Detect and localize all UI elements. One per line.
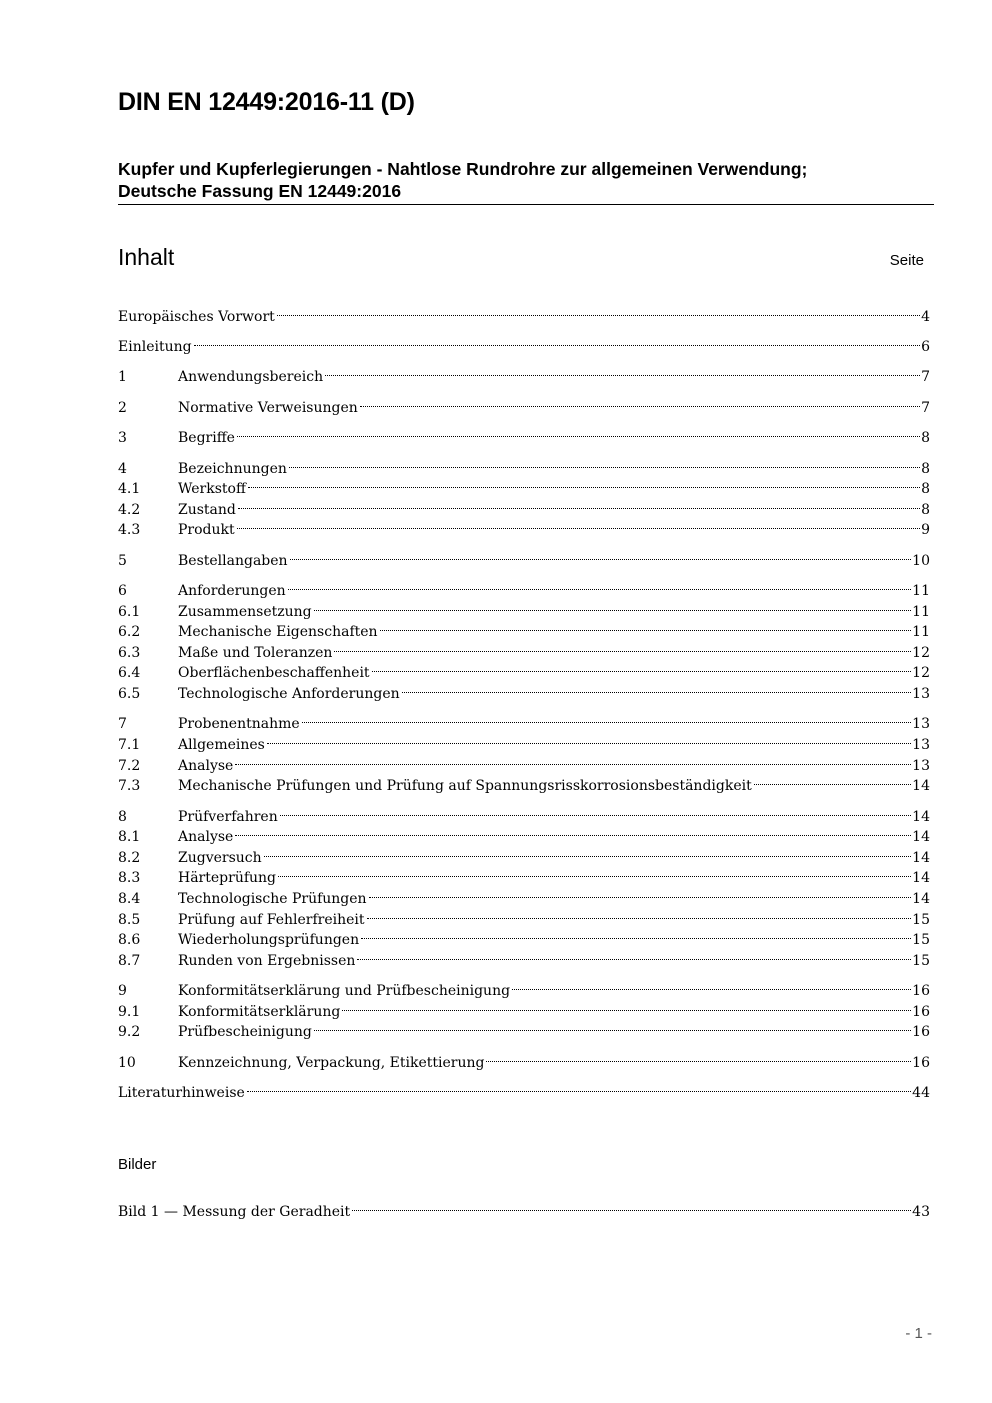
toc-entry-page: 13 xyxy=(912,737,930,754)
toc-dot-leader xyxy=(754,770,911,791)
toc-entry-title: Prüfverfahren xyxy=(178,808,278,825)
toc-entry-title: Werkstoff xyxy=(178,481,246,498)
toc-dot-leader xyxy=(248,473,920,494)
toc-entry-number: 6.1 xyxy=(118,603,141,620)
toc-entry-page: 16 xyxy=(912,1003,930,1020)
toc-dot-leader xyxy=(277,300,920,321)
toc-entry-number: 8.1 xyxy=(118,829,141,846)
toc-entry-number: 8.4 xyxy=(118,891,141,908)
toc-entry-title: Einleitung xyxy=(118,338,192,355)
toc-entry-title: Zugversuch xyxy=(178,849,262,866)
toc-dot-leader xyxy=(247,1077,911,1098)
toc-entry-page: 9 xyxy=(921,522,930,539)
toc-entry-number: 10 xyxy=(118,1054,136,1071)
toc-dot-leader xyxy=(302,708,911,729)
toc-entry-page: 14 xyxy=(912,849,930,866)
toc-entry[interactable] xyxy=(118,708,930,733)
toc-entry-title: Wiederholungsprüfungen xyxy=(178,932,360,949)
toc-dot-leader xyxy=(512,975,911,996)
toc-entry-title: Bestellangaben xyxy=(178,552,288,569)
toc-dot-leader xyxy=(238,493,920,514)
toc-entry-number: 9.1 xyxy=(118,1003,141,1020)
toc-dot-leader xyxy=(280,800,911,821)
toc-entry[interactable] xyxy=(118,770,930,795)
toc-entry-title: Konformitätserklärung und Prüfbescheinigung xyxy=(178,983,511,1000)
toc-entry[interactable] xyxy=(118,493,930,518)
toc-entry-number: 6.2 xyxy=(118,624,141,641)
toc-dot-leader xyxy=(369,882,912,903)
toc-entry-page: 4 xyxy=(921,308,930,325)
toc-entry-page: 13 xyxy=(912,716,930,733)
toc-dot-leader xyxy=(360,391,920,412)
toc-entry-number: 7.1 xyxy=(118,737,141,754)
toc-entry-page: 15 xyxy=(912,952,930,969)
toc-entry-number: 8.5 xyxy=(118,911,141,928)
toc-entry-title: Runden von Ergebnissen xyxy=(178,952,356,969)
toc-entry[interactable] xyxy=(118,575,930,600)
toc-entry-number: 1 xyxy=(118,369,127,386)
toc-entry-number: 9.2 xyxy=(118,1024,141,1041)
toc-entry-number: 8.3 xyxy=(118,870,141,887)
toc-entry-page: 14 xyxy=(912,808,930,825)
toc-entry-title: Zustand xyxy=(178,501,236,518)
toc-entry-title: Bezeichnungen xyxy=(178,460,287,477)
page-number: - 1 - xyxy=(905,1325,932,1342)
toc-entry-page: 16 xyxy=(912,1054,930,1071)
toc-entry-page: 14 xyxy=(912,870,930,887)
toc-entry-page: 14 xyxy=(912,778,930,795)
toc-entry-title: Anforderungen xyxy=(178,583,286,600)
toc-entry[interactable] xyxy=(118,514,930,539)
toc-entry-title: Analyse xyxy=(178,757,234,774)
toc-dot-leader xyxy=(325,361,920,382)
toc-dot-leader xyxy=(486,1046,911,1067)
toc-entry-number: 5 xyxy=(118,552,127,569)
toc-entry-title: Anwendungsbereich xyxy=(178,369,324,386)
toc-entry[interactable] xyxy=(118,544,930,569)
table-of-contents xyxy=(118,300,930,1102)
toc-entry-page: 13 xyxy=(912,686,930,703)
toc-entry-page: 13 xyxy=(912,757,930,774)
toc-entry-page: 14 xyxy=(912,891,930,908)
toc-entry-number: 6.4 xyxy=(118,665,141,682)
toc-entry[interactable] xyxy=(118,749,930,774)
toc-dot-leader xyxy=(314,1016,911,1037)
toc-entry[interactable] xyxy=(118,821,930,846)
document-id: DIN EN 12449:2016-11 (D) xyxy=(118,88,415,116)
toc-entry-number: 7.3 xyxy=(118,778,141,795)
toc-entry[interactable] xyxy=(118,1046,930,1071)
toc-entry-title: Bild 1 — Messung der Geradheit xyxy=(118,1203,351,1220)
toc-entry-title: Technologische Anforderungen xyxy=(178,686,400,703)
toc-entry-number: 4.2 xyxy=(118,501,141,518)
document-title xyxy=(118,158,934,205)
toc-entry-page: 14 xyxy=(912,829,930,846)
toc-entry-number: 2 xyxy=(118,399,127,416)
toc-entry-number: 8.2 xyxy=(118,849,141,866)
toc-entry-page: 6 xyxy=(921,338,930,355)
list-of-figures xyxy=(118,1195,930,1220)
toc-entry[interactable] xyxy=(118,361,930,386)
toc-entry-number: 4 xyxy=(118,460,127,477)
toc-entry[interactable] xyxy=(118,1195,930,1220)
toc-entry-number: 8 xyxy=(118,808,127,825)
toc-entry-number: 3 xyxy=(118,430,127,447)
toc-dot-leader xyxy=(237,422,920,443)
toc-entry-number: 6 xyxy=(118,583,127,600)
toc-entry-page: 12 xyxy=(912,644,930,661)
toc-entry-title: Produkt xyxy=(178,522,235,539)
toc-dot-leader xyxy=(357,944,911,965)
toc-entry-page: 8 xyxy=(921,460,930,477)
toc-dot-leader xyxy=(278,862,911,883)
toc-entry-title: Allgemeines xyxy=(178,737,265,754)
toc-entry[interactable] xyxy=(118,1077,930,1102)
toc-dot-leader xyxy=(342,995,911,1016)
toc-dot-leader xyxy=(352,1195,911,1216)
toc-entry[interactable] xyxy=(118,300,930,325)
toc-dot-leader xyxy=(237,514,920,535)
toc-entry-number: 4.3 xyxy=(118,522,141,539)
document-title-line-2: Deutsche Fassung EN 12449:2016 xyxy=(118,181,402,201)
toc-dot-leader xyxy=(289,452,920,473)
toc-entry-number: 8.6 xyxy=(118,932,141,949)
toc-entry-title: Europäisches Vorwort xyxy=(118,308,275,325)
toc-dot-leader xyxy=(380,616,912,637)
toc-dot-leader xyxy=(264,841,912,862)
toc-entry-title: Begriffe xyxy=(178,430,235,447)
toc-dot-leader xyxy=(334,636,911,657)
toc-entry[interactable] xyxy=(118,452,930,477)
toc-entry[interactable] xyxy=(118,975,930,1000)
toc-entry-title: Probenentnahme xyxy=(178,716,300,733)
toc-entry[interactable] xyxy=(118,330,930,355)
toc-entry-title: Oberflächenbeschaffenheit xyxy=(178,665,370,682)
figures-heading: Bilder xyxy=(118,1156,157,1173)
toc-entry-page: 10 xyxy=(912,552,930,569)
toc-entry-page: 11 xyxy=(912,583,930,600)
toc-entry-page: 15 xyxy=(912,911,930,928)
toc-entry[interactable] xyxy=(118,841,930,866)
toc-entry-title: Härteprüfung xyxy=(178,870,277,887)
toc-entry-page: 44 xyxy=(912,1085,930,1102)
toc-entry-page: 16 xyxy=(912,983,930,1000)
toc-entry-title: Technologische Prüfungen xyxy=(178,891,367,908)
toc-dot-leader xyxy=(235,821,911,842)
toc-entry-number: 6.3 xyxy=(118,644,141,661)
toc-dot-leader xyxy=(372,657,912,678)
toc-entry-number: 7.2 xyxy=(118,757,141,774)
toc-entry-page: 16 xyxy=(912,1024,930,1041)
toc-entry-number: 7 xyxy=(118,716,127,733)
toc-entry-title: Kennzeichnung, Verpackung, Etikettierung xyxy=(178,1054,485,1071)
toc-entry-page: 12 xyxy=(912,665,930,682)
toc-entry-page: 8 xyxy=(921,430,930,447)
toc-entry-title: Analyse xyxy=(178,829,234,846)
toc-entry-title: Konformitätserklärung xyxy=(178,1003,341,1020)
toc-entry-number: 8.7 xyxy=(118,952,141,969)
toc-entry-page: 11 xyxy=(912,603,930,620)
toc-entry-page: 15 xyxy=(912,932,930,949)
toc-entry[interactable] xyxy=(118,391,930,416)
toc-entry-page: 8 xyxy=(921,481,930,498)
toc-entry-title: Mechanische Eigenschaften xyxy=(178,624,378,641)
document-title-line-1: Kupfer und Kupferlegierungen - Nahtlose Rundrohre zur allgemeinen Verwendung; xyxy=(118,159,808,179)
toc-entry-page: 7 xyxy=(921,369,930,386)
toc-entry-title: Prüfbescheinigung xyxy=(178,1024,312,1041)
toc-dot-leader xyxy=(361,924,911,945)
toc-dot-leader xyxy=(194,330,921,351)
toc-dot-leader xyxy=(267,728,911,749)
toc-entry-title: Prüfung auf Fehlerfreiheit xyxy=(178,911,365,928)
toc-heading: Inhalt xyxy=(118,244,175,270)
toc-entry[interactable] xyxy=(118,800,930,825)
toc-entry-page: 11 xyxy=(912,624,930,641)
toc-entry-number: 6.5 xyxy=(118,686,141,703)
toc-dot-leader xyxy=(367,903,912,924)
toc-entry-number: 4.1 xyxy=(118,481,141,498)
toc-entry-page: 7 xyxy=(921,399,930,416)
toc-entry[interactable] xyxy=(118,422,930,447)
toc-dot-leader xyxy=(235,749,911,770)
toc-entry-title: Mechanische Prüfungen und Prüfung auf Spannungsrisskorrosionsbeständigkeit xyxy=(178,778,752,795)
toc-entry-title: Maße und Toleranzen xyxy=(178,644,333,661)
toc-dot-leader xyxy=(402,677,912,698)
toc-dot-leader xyxy=(288,575,912,596)
toc-entry-page: 8 xyxy=(921,501,930,518)
toc-dot-leader xyxy=(290,544,912,565)
toc-entry-page: 43 xyxy=(912,1203,930,1220)
toc-dot-leader xyxy=(314,595,912,616)
toc-page-label: Seite xyxy=(889,252,924,269)
toc-entry-title: Literaturhinweise xyxy=(118,1085,245,1102)
toc-entry-title: Zusammensetzung xyxy=(178,603,312,620)
toc-entry-title: Normative Verweisungen xyxy=(178,399,358,416)
toc-entry-number: 9 xyxy=(118,983,127,1000)
